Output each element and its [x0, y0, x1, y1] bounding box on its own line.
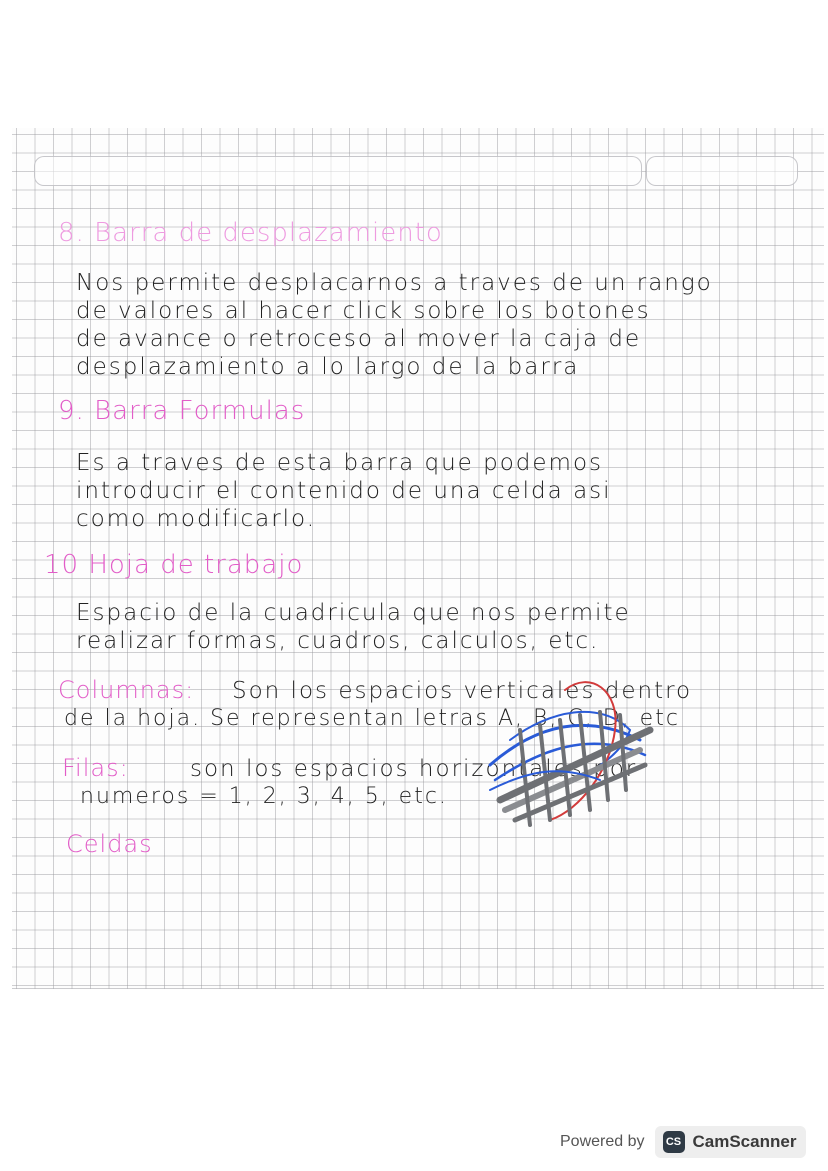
paragraph-line: Espacio de la cuadricula que nos permite: [76, 600, 631, 626]
paragraph-line: Es a traves de esta barra que podemos: [76, 450, 604, 476]
paragraph-line: de la hoja. Se representan letras A, B, C, D, etc: [64, 706, 680, 731]
scribble-mark: [470, 670, 670, 840]
paragraph-line: realizar formas, cuadros, calculos, etc.: [76, 628, 600, 654]
filas-label: Filas:: [62, 754, 129, 782]
camscanner-logo-icon: CS: [663, 1131, 685, 1153]
paragraph-line: numeros = 1, 2, 3, 4, 5, etc.: [80, 784, 448, 809]
paragraph-line: como modificarlo.: [76, 506, 317, 532]
columnas-label: Columnas:: [58, 676, 195, 704]
camscanner-brand-name: CamScanner: [692, 1132, 797, 1151]
heading-hoja-de-trabajo: 10 Hoja de trabajo: [44, 550, 304, 580]
notebook-header-box-left: [34, 156, 642, 186]
paragraph-line: introducir el contenido de una celda asi: [76, 478, 612, 504]
heading-barra-formulas: 9. Barra Formulas: [58, 396, 306, 426]
paragraph-line: de valores al hacer click sobre los botones: [76, 298, 651, 324]
camscanner-badge: [655, 1126, 807, 1158]
paragraph-line: desplazamiento a lo largo de la barra: [76, 354, 580, 380]
paragraph-line: de avance o retroceso al mover la caja de: [76, 326, 642, 352]
paragraph-line: Nos permite desplacarnos a traves de un rango: [76, 270, 713, 296]
celdas-label: Celdas: [66, 830, 153, 858]
paragraph-line: son los espacios horizontales por: [190, 756, 638, 782]
notebook-header-box-right: [646, 156, 798, 186]
camscanner-watermark: [560, 1126, 806, 1158]
paragraph-line: Son los espacios verticales dentro: [232, 678, 693, 704]
powered-by-text: Powered by: [560, 1133, 645, 1150]
heading-barra-desplazamiento: 8. Barra de desplazamiento: [58, 218, 443, 248]
